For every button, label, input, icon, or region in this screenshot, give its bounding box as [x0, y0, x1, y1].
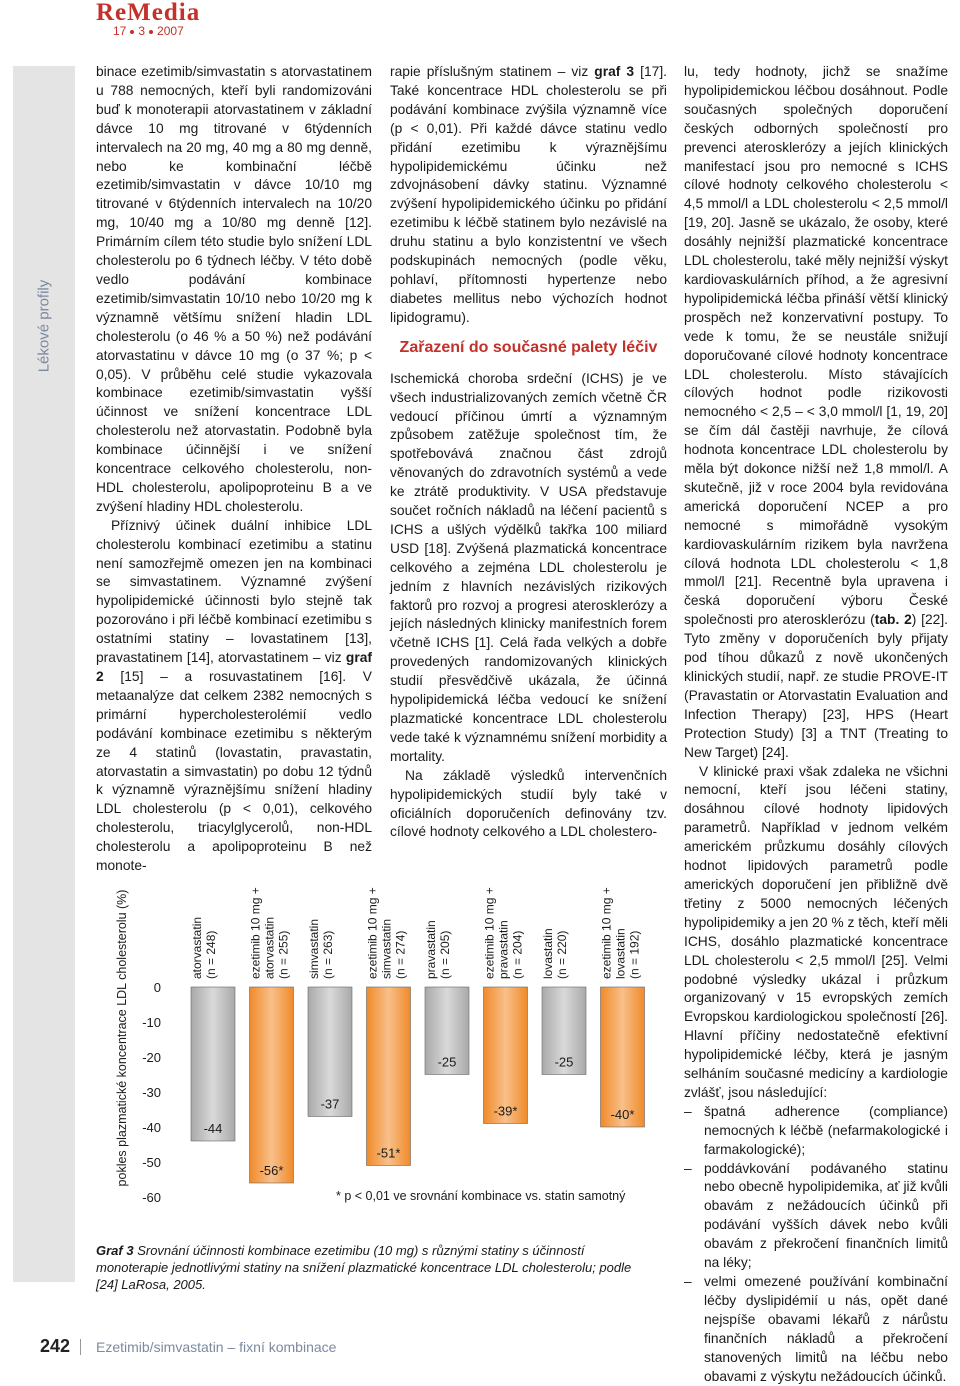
caption-text: Srovnání účinnosti kombinace ezetimibu (10 mg) s různými statiny s účinností monoterapie jednotlivými statiny na snížení plazmatické koncentrace LDL cholesterolu; podle [24] LaRosa, 2005.	[96, 1243, 632, 1292]
list-item: – poddávkování podávaného statinu nebo obecně hypolipidemika, ať již kvůli obavám z nežádoucích účinků při podávání vyšších dávek nebo kvůli obavám z překročení finančních limitů na léky;	[684, 1160, 948, 1273]
category-label: ezetimib 10 mg +	[248, 887, 263, 979]
y-axis-label: pokles plazmatické koncentrace LDL cholesterolu (%)	[115, 889, 129, 1187]
text-run: [15] – a rosuvastatinem [16]. V metaanalýze dat celkem 2382 nemocných s primární hypercholesterolémií vedlo podávání kombinace ezetimibu s některým ze 4 statinů (lovastatin, pravastatin, atorvastatin a simvastatin) po dobu 12 týdnů k významně výraznějšímu snížení hladiny LDL cholesterolu (p < 0,01), celkového cholesterolu, triacylglycerolů, non-HDL cholesterolu a apolipoproteinu B než monote-	[96, 669, 372, 874]
list-item: – velmi omezené používání kombinační léčby dyslipidémií u nás, opět dané nejspíše obavami lékařů z nárůstu finančních nákladů a překročení stanovených limitů na léčbu nebo obavami z výskytu nežádoucích účinků.	[684, 1273, 948, 1386]
category-label: (n = 220)	[555, 930, 569, 979]
page-number: 242	[40, 1336, 71, 1356]
bar	[601, 987, 645, 1127]
data-label: -37	[320, 1096, 340, 1112]
text-run: lu, tedy hodnoty, jichž se snažíme hypolipidemickou léčbou dosáhnout. Podle současných společných doporučení českých odborných společností pro prevenci aterosklerózy a jejích klinických manifestací jsou pro nemocné s ICHS cílové hodnoty celkového cholesterolu < 4,5 mmol/l a LDL cholesterolu < 2,5 mmol/l [19, 20]. Jasně se ukázalo, že osoby, které dosáhly nejnižší plazmatické koncentrace LDL cholesterolu, také měly nejnižší výskyt kardiovaskulárních příhod, a že agresivní hypolipidemická léčba přináší větší klinický prospěch než konzervativní postupy. To vede k tomu, že se neustále snižují doporučované cílové hodnoty koncentrace LDL cholesterolu. Místo stávajících cílových hodnot podle rizikovosti nemocného < 2,5 – < 3,0 mmol/l [1, 19, 20] se čím dál častěji navrhuje, že cílová hodnota koncentrace LDL cholesterolu by měla být dokonce nižší než 1,8 mmol/l. A skutečně, již v roce 2004 byla revidována americká doporučení NCEP a pro nemocné s mimořádně vysokým kardiovaskulárním rizikem byla navržena cílová hodnota LDL cholesterolu < 1,8 mmol/l [21]. Recentně byla upravena i česká doporučení výboru České společnosti pro aterosklerózu (	[684, 64, 948, 628]
text-column-1	[96, 63, 372, 876]
data-label: -25	[437, 1054, 457, 1070]
paragraph	[684, 63, 948, 763]
data-label: -51*	[376, 1145, 401, 1161]
bar	[367, 987, 411, 1166]
bar-chart	[96, 860, 656, 1220]
footer-divider	[80, 1339, 81, 1355]
paragraph: binace ezetimib/simvastatin s atorvastatinem u 788 nemocných, kteří byli randomizováni buď k monoterapii atorvastatinem v základní dávce 10 mg titrované v 6týdenních intervalech na 20 mg, 40 mg a 80 mg denně, nebo ke kombinační léčbě ezetimib/simvastatin v dávce 10/10 mg titrované v 6týdenních intervalech na 10/20 mg, 10/40 mg a 10/80 mg denně [12]. Primárním cílem této studie bylo snížení LDL cholesterolu po 6 týdnech léčby. V této době vedlo podávání kombinace ezetimib/simvastatin 10/10 nebo 10/20 mg k významně většímu snížení hladin LDL cholesterolu (o 46 % a 50 %) než podávání atorvastatinu v dávce 10 mg (o 37 %; p < 0,05). V průběhu celé studie vykazovala kombinace ezetimib/simvastatin vyšší účinnost ve snížení koncentrace LDL cholesterolu než atorvastatin. Podobně byla kombinace účinnější i ve snížení koncentrace celkového cholesterolu, non-HDL cholesterolu, apolipoproteinu B a ve zvýšení hladiny HDL cholesterolu.	[96, 64, 372, 514]
paragraph: Na základě výsledků intervenčních hypolipidemických studií byly také v oficiálních doporučeních definovány tzv. cílové hodnoty celkového a LDL cholestero-	[390, 767, 667, 840]
y-tick-label: -30	[142, 1085, 161, 1100]
category-label: lovastatin	[613, 928, 628, 979]
category-label: (n = 192)	[627, 930, 642, 979]
bullet-list	[684, 1103, 948, 1386]
paragraph	[96, 517, 372, 876]
y-tick-label: 0	[153, 980, 161, 995]
data-label: -40*	[610, 1107, 635, 1122]
category-label: (n = 248)	[204, 930, 218, 979]
text-run: ) [22]. Tyto změny v doporučeních byly přijaty pod tíhou důkazů z nově ukončených klinických studií, např. ze studie PROVE-IT (Pravastatin or Atorvastatin Evaluation and Infection Therapy) [23], HPS (Heart Protection Study) [3] a TNT (Treating to New Target) [24].	[684, 612, 948, 760]
issue-day: 17	[113, 24, 127, 38]
chart-footnote: * p < 0,01 ve srovnání kombinace vs. statin samotný	[336, 1189, 626, 1203]
category-label: pravastatin	[424, 920, 438, 979]
figure-reference-link[interactable]: graf 2	[96, 650, 372, 684]
y-tick-label: -50	[142, 1155, 161, 1170]
caption-label: Graf 3	[96, 1243, 134, 1258]
data-label: -39*	[493, 1103, 518, 1119]
section-label: Lékové profily	[35, 279, 53, 373]
category-label: ezetimib 10 mg +	[599, 887, 614, 979]
separator-dot	[130, 30, 134, 34]
list-item: – špatná adherence (compliance) nemocných k léčbě (nefarmakologické i farmakologické);	[684, 1103, 948, 1160]
y-tick-label: -10	[142, 1015, 161, 1030]
paragraph: V klinické praxi však zdaleka ne všichni nemocní, kteří jsou léčeni statiny, dosáhnou cílové hodnoty lipidových parametrů. Například v jednom velkém americkém průzkumu dosáhly cílových hodnot lipidových parametrů podle amerických doporučení jen přibližně dvě třetiny z 5000 nemocných léčených hypolipidemiky a jen 20 % z těch, kteří měli ICHS, dosáhlo plazmatické koncentrace LDL cholesterolu < 2,5 mmol/l [25]. Velmi podobné výsledky ukázal i průzkum organizovaný v 15 evropských zemích Evropskou kardiologickou společností [26]. Hlavní příčiny nedostatečně efektivní hypolipidemické léčby, která je jasným selháním současné medicíny a kardiologie zvlášť, jsou následující:	[684, 763, 948, 1100]
journal-logo: ReMedia	[96, 0, 201, 26]
category-label: ezetimib 10 mg +	[365, 887, 380, 979]
category-label: lovastatin	[541, 928, 555, 979]
bar	[250, 987, 294, 1183]
category-label: simvastatin	[379, 918, 394, 979]
section-sidebar	[13, 66, 75, 1282]
category-label: (n = 274)	[393, 930, 408, 979]
text-run: [17]. Také koncentrace HDL cholesterolu se při podávání kombinace zvýšila významně více (p < 0,01). Při každé dávce statinu vedlo přidání ezetimibu k výraznějšímu hypolipidemickému účinku než zdvojnásobení dávky statinu. Významné zvýšení hypolipidemického účinku po přidání ezetimibu k léčbě statinem bylo nezávislé na druhu statinu a bylo konzistentní ve všech podskupinách nemocných (podle věku, pohlaví, přítomnosti hypertenze nebo diabetes mellitus nebo výchozích hodnot lipidogramu).	[390, 64, 667, 325]
data-label: -25	[554, 1054, 574, 1070]
category-label: simvastatin	[307, 918, 321, 979]
section-heading: Zařazení do současné palety léčiv	[399, 338, 658, 356]
category-label: atorvastatin	[190, 916, 204, 979]
category-label: (n = 204)	[510, 930, 525, 979]
data-label: -56*	[259, 1163, 284, 1178]
separator-dot	[149, 30, 153, 34]
paragraph	[390, 63, 667, 328]
issue-number: 3	[138, 24, 146, 38]
bar	[191, 987, 235, 1141]
y-tick-label: -40	[142, 1120, 161, 1135]
category-label: atorvastatin	[262, 916, 277, 979]
category-label: ezetimib 10 mg +	[482, 887, 497, 979]
y-tick-label: -20	[142, 1050, 161, 1065]
issue-info	[113, 24, 184, 38]
text-run: Příznivý účinek duální inhibice LDL cholesterolu kombinací ezetimibu a statinu není samozřejmě omezen jen na kombinaci se simvastatinem. Významné zvýšení hypolipidemické účinnosti bylo stejně tak pozorováno i při léčbě kombinací ezetimibu s ostatními statiny – lovastatinem [13], pravastatinem [14], atorvastatinem – viz	[96, 517, 372, 666]
category-label: (n = 263)	[321, 930, 335, 979]
category-label: (n = 205)	[438, 930, 452, 979]
paragraph: Ischemická choroba srdeční (ICHS) je ve všech industrializovaných zemích včetně ČR vedoucí příčinou úmrtí a významným způsobem zatěžuje společnost tím, že spotřebovává značnou část zdrojů věnovaných do zdravotních systémů a vede ke ztrátě produktivity. V USA představuje součet ročních nákladů na léčení pacientů s ICHS a ušlých výdělků takřka 100 miliard USD [18]. Zvýšená plazmatická koncentrace celkového a zejména LDL cholesterolu je jedním z hlavních nezávislých rizikových faktorů pro rozvoj a progresi aterosklerózy a jejích následných klinicky manifestních forem včetně ICHS [1]. Celá řada velkých a dobře provedených randomizovaných klinických studií přesvědčivě ukázala, že účinná hypolipidemická léčba vedoucí ke snížení plazmatické koncentrace LDL cholesterolu vede také k významnému snížení morbidity a mortality.	[390, 370, 667, 764]
category-label: pravastatin	[496, 920, 511, 979]
table-reference-link[interactable]: tab. 2	[874, 612, 912, 628]
issue-year: 2007	[157, 24, 184, 38]
y-tick-label: -60	[142, 1190, 161, 1205]
figure-reference-link[interactable]: graf 3	[594, 64, 635, 79]
figure-caption	[96, 1242, 656, 1293]
text-column-3	[684, 63, 948, 1386]
category-label: (n = 255)	[276, 930, 291, 979]
running-footer-title: Ezetimib/simvastatin – fixní kombinace	[96, 1339, 337, 1355]
text-run: rapie příslušným statinem – viz	[390, 64, 595, 79]
data-label: -44	[203, 1121, 223, 1136]
text-column-2	[390, 63, 667, 842]
